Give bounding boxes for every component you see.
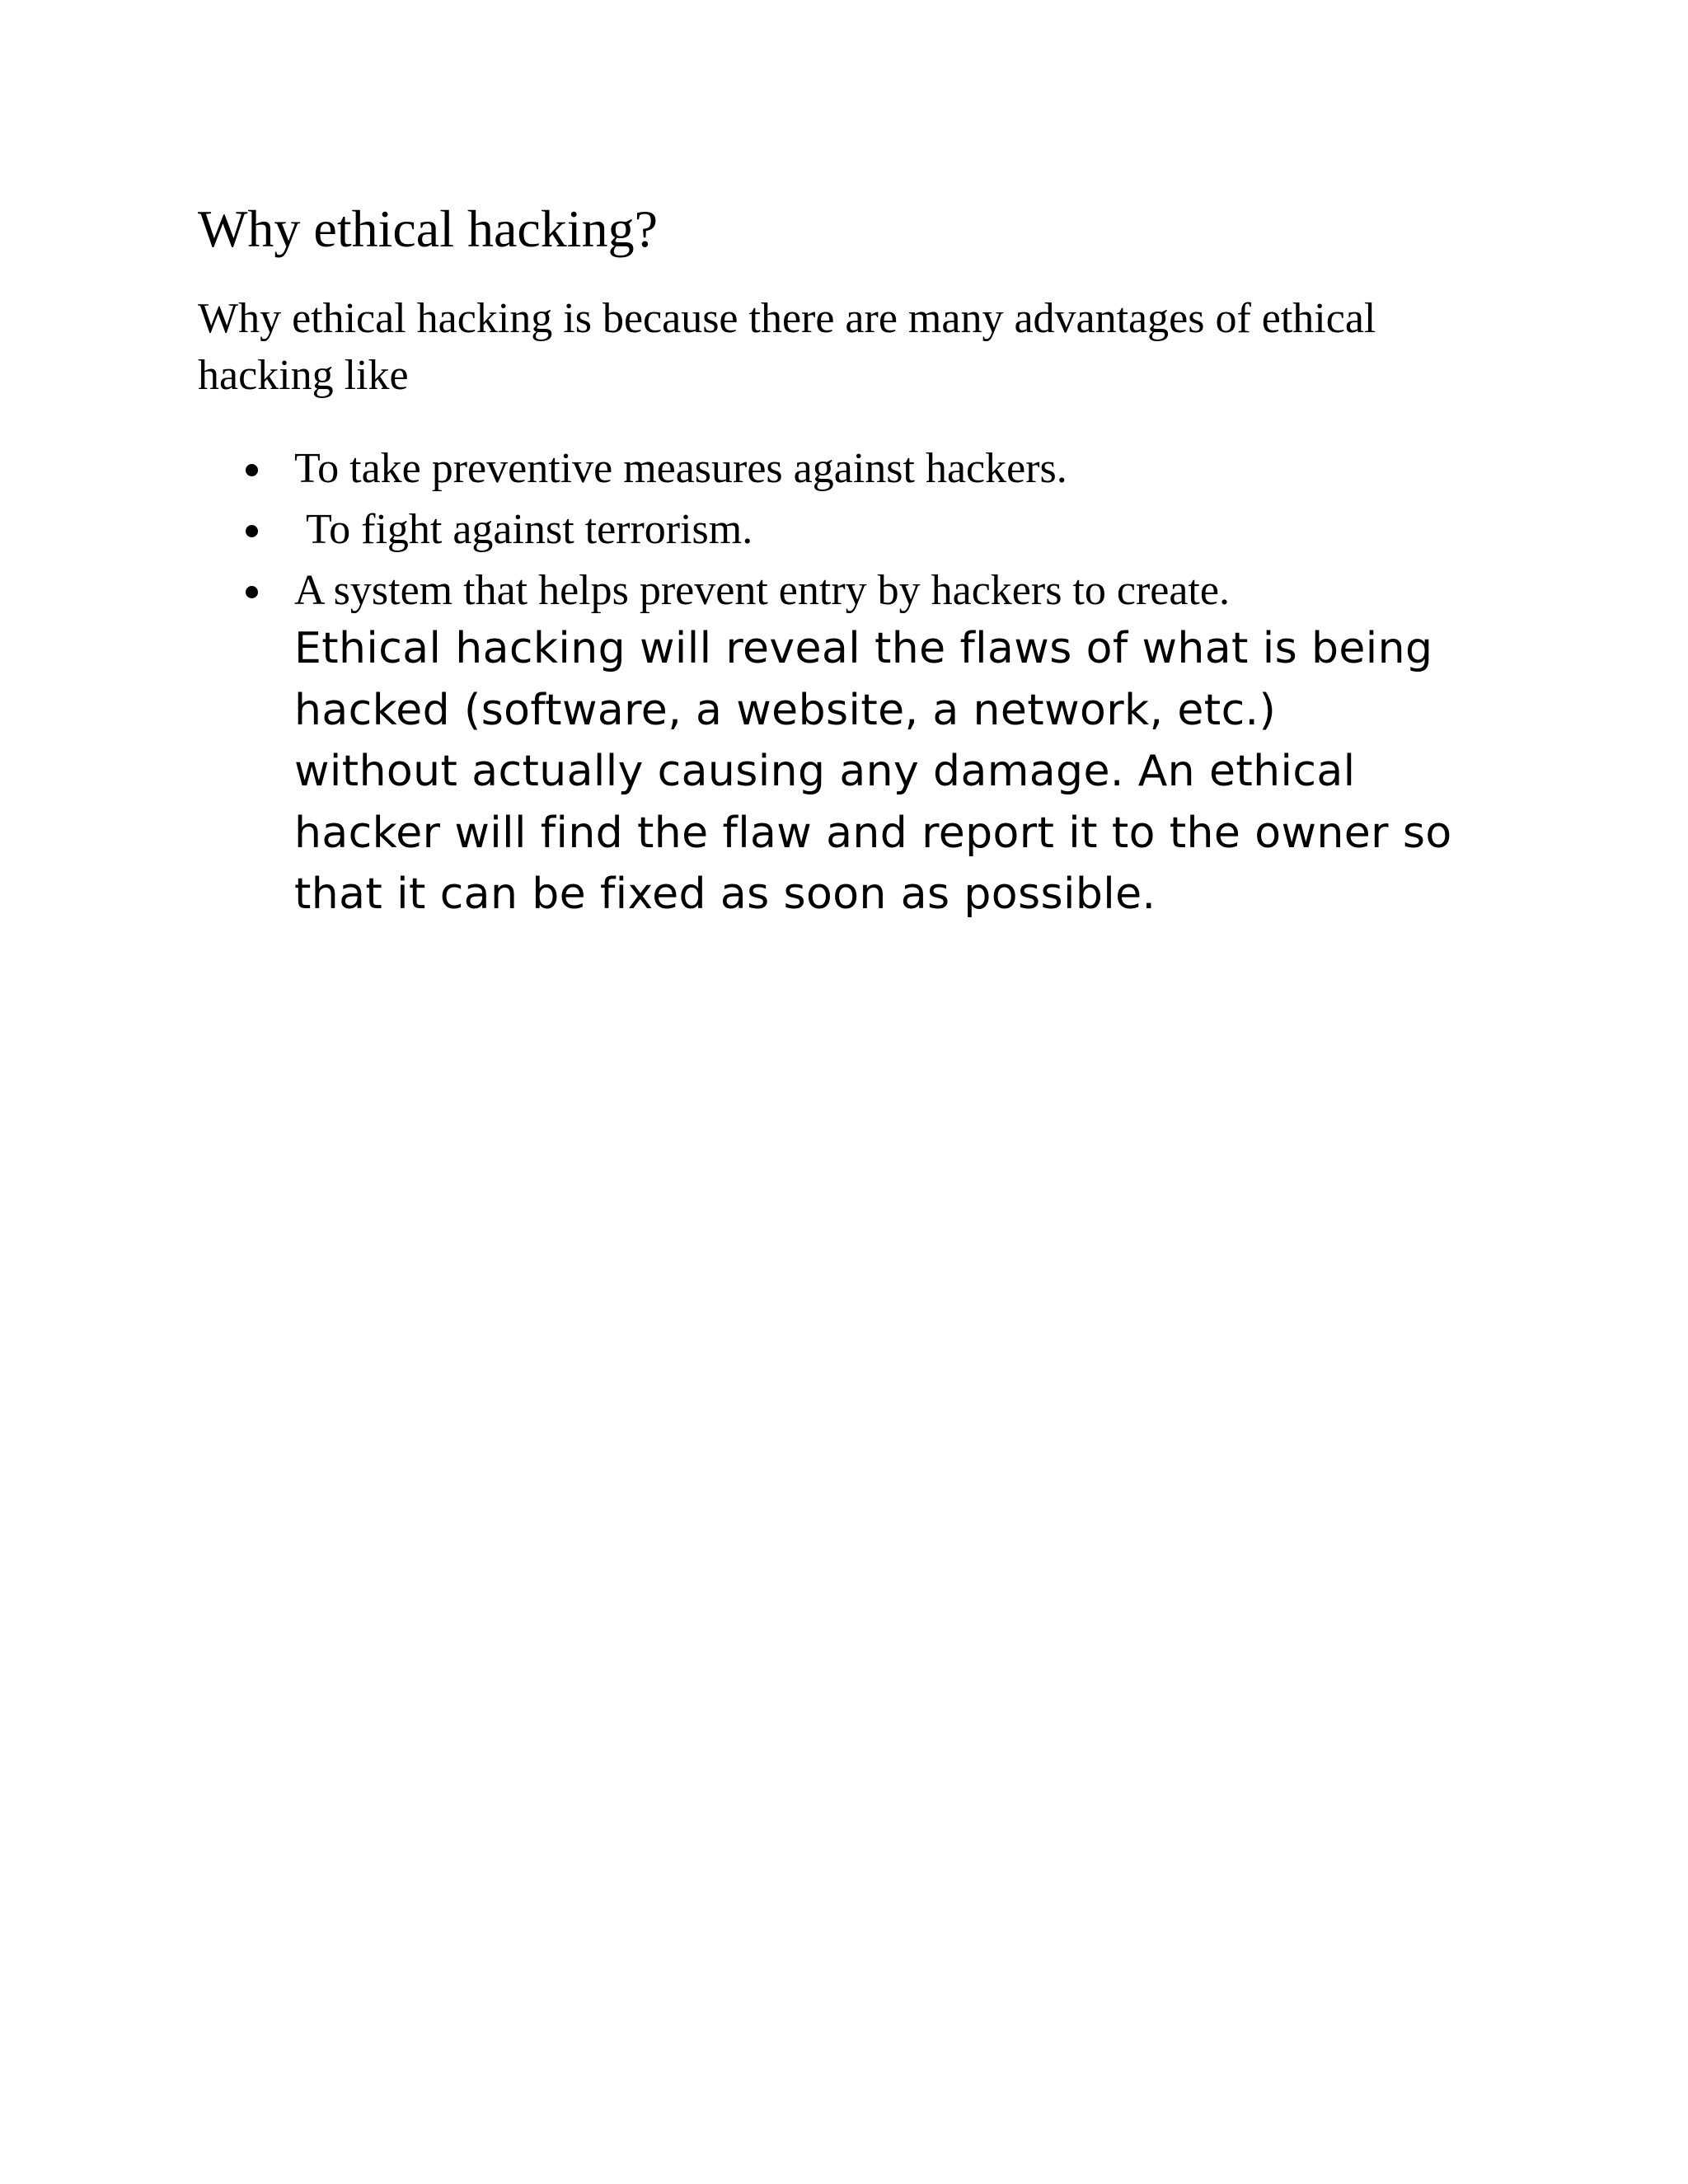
page-title: Why ethical hacking? — [198, 199, 658, 258]
list-item — [198, 560, 1484, 621]
intro-paragraph — [198, 290, 1484, 404]
list-item — [198, 499, 1484, 560]
intro-line: Why ethical hacking is because there are many advantages of ethical — [198, 295, 1376, 342]
list-item-text: A system that helps prevent entry by hackers to create. — [294, 567, 1230, 614]
detail-line: that it can be fixed as soon as possible. — [294, 869, 1156, 919]
list-item-text: To fight against terrorism. — [306, 506, 753, 553]
list-item-text: To take preventive measures against hackers. — [294, 445, 1067, 492]
detail-paragraph — [294, 618, 1514, 926]
intro-line: hacking like — [198, 352, 409, 399]
list-item — [198, 438, 1484, 499]
detail-line: Ethical hacking will reveal the flaws of what is being — [294, 624, 1433, 673]
detail-line: without actually causing any damage. An ethical — [294, 747, 1356, 796]
advantages-list — [198, 438, 1484, 621]
detail-line: hacker will find the flaw and report it to the owner so — [294, 808, 1452, 858]
bullet-icon — [246, 525, 258, 537]
bullet-icon — [246, 586, 258, 598]
bullet-icon — [246, 464, 258, 476]
detail-line: hacked (software, a website, a network, etc.) — [294, 685, 1277, 735]
